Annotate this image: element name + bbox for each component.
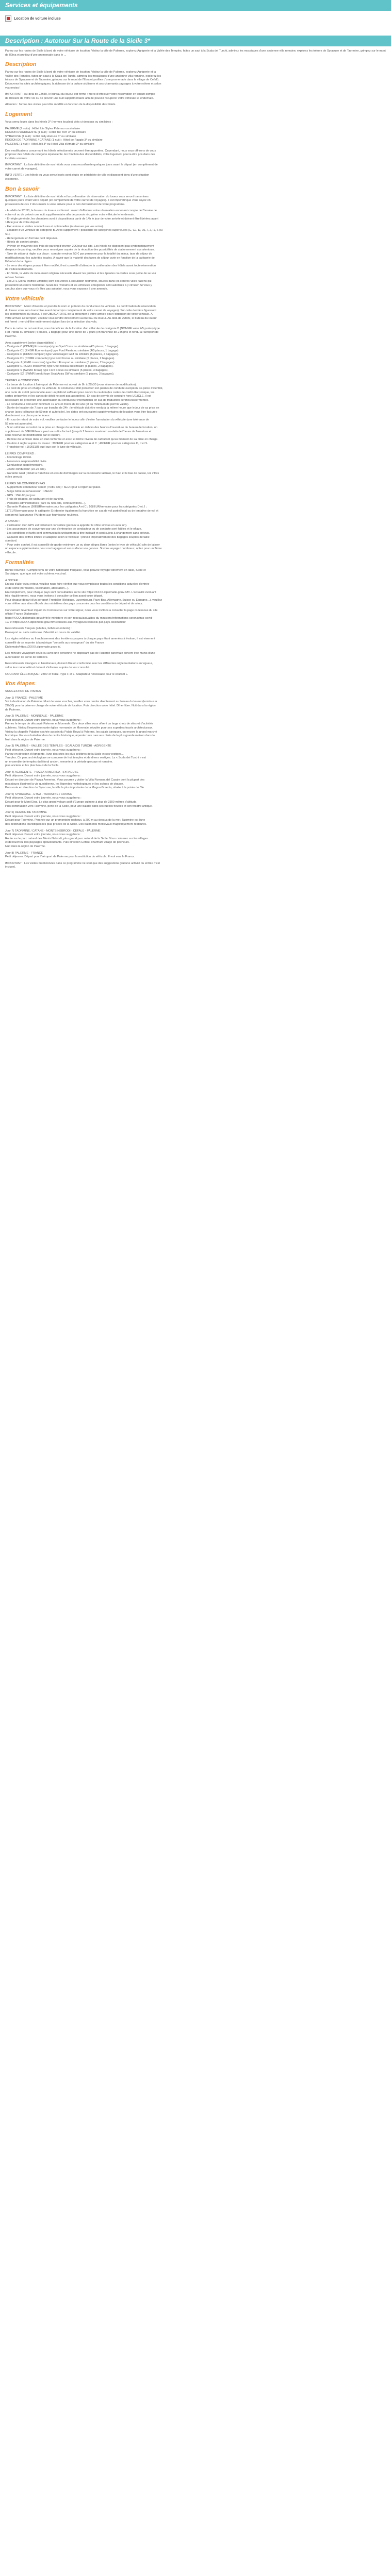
- section-line: l'hôtel et de la région.: [5, 260, 33, 264]
- section-line: les coordonnées du loueur. Il est OBLIGATOIRE de la présenter à votre arrivée pour l'obtention de votre véhicule. A: [5, 313, 153, 316]
- section-line: - Kilométrage illimité.: [5, 456, 32, 460]
- section-line: - Les ZTL (Zona Traffico Limitato) sont des zones à circulation restreinte, situées dans les centres-villes italiens qui: [5, 280, 152, 283]
- section-line: REGION D'AGRIGENTE (1 nuit) : Hôtel Tre Torri 3* ou similaire: [5, 131, 87, 134]
- section-line: - Catégorie I1 (IGMR crossover) type Opel Mokka ou similaire (5 places, 2 bagages).: [5, 365, 113, 368]
- section-line: et de sortie (formalités, vaccination, attestation...).: [5, 586, 69, 590]
- section-line: quelques jours avant votre départ (en complément de votre carnet de voyages). Il est impératif que vous soyez en: [5, 199, 151, 202]
- section-line: autorisation de sortie de territoire.: [5, 655, 48, 659]
- section-line: Avec supplément (selon disponibilités) :: [5, 341, 56, 345]
- section-line: - En règle générale, les chambres sont à disposition à partir de 14h le jour de votre arrivée et doivent être libérées avant: [5, 217, 158, 221]
- section-line: de l'horaire de votre vol ou de prévoir une nuit supplémentaire afin de pouvoir récupérer votre véhicule le lendemain.: [5, 96, 154, 100]
- section-line: - Catégorie D1 (CDMR compacte) type Ford Focus ou similaire (5 places, 2 bagages).: [5, 357, 115, 361]
- section-line: incluse).: [5, 866, 16, 869]
- section-line: PALERME (1 nuit) : Hôtel Joli 3* ou Hôtel Villa d'Amato 3* ou similaire: [5, 142, 94, 146]
- section-line: et les pneus).: [5, 476, 23, 479]
- section-line: - Catégorie S (SWMR break) type Ford Focus ou similaire (5 places, 3 bagages).: [5, 368, 109, 372]
- section-line: véhicule.: [5, 551, 17, 554]
- section-line: PALERME (2 nuits) : Hôtel Ibis Styles Palermo ou similaire: [5, 127, 80, 130]
- section-line: localités voisines.: [5, 157, 28, 160]
- section-line: modification par les autorités locales. A savoir que la majorité des taxes de séjour varie en fonction de la catégorie de: [5, 256, 155, 260]
- section-line: possèdent un centre historique. Seuls les riverains et les véhicules enregistrés sont autorisés à y circuler. Si vous y: [5, 283, 152, 287]
- section-title: Formalités: [5, 559, 34, 566]
- section-line: une carte de crédit personnelle avec un plafond suffisant pour couvrir la caution (les cartes de crédit électronique, les: [5, 391, 155, 394]
- page: [0, 0, 391, 870]
- section-line: En cas d'aller et/ou retour, veuillez nous faire vérifier que vous remplissez toutes les conditions actuelles d'entrée: [5, 583, 150, 586]
- section-line: Jour 2) PALERME - MONREALE - PALERME: [5, 715, 63, 718]
- section-line: votre carnet de voyages).: [5, 167, 38, 171]
- section-line: possession de ces 2 documents à votre arrivée pour le bon déroulement de votre programme.: [5, 202, 125, 206]
- section-line: Puis continuation vers Taormine, perle de la Sicile, pour une balade dans ses ruelles fleuries et son théâtre antique.: [5, 804, 153, 808]
- section-line: - Pénalités administratives (parc ou non-dits, contraventions...).: [5, 501, 86, 505]
- section-line: Route sur le parc naturel des Monts Nebrodi, plus grand parc naturel de la Sicile. Vous croiserez sur les villages: [5, 837, 148, 840]
- section-line: Jour 6) REGION DE TAORMINE: [5, 811, 47, 815]
- section-line: Des modifications concernant les hôtels sélectionnés peuvent être apportées. Cependant, nous vous offrirons de vous: [5, 149, 156, 152]
- section-line: - Supplément conducteur senior (70/80 ans) : 6EUR/jour à régler sur place.: [5, 486, 101, 489]
- section-line: - Hébergement en formule petit déjeuner.: [5, 236, 58, 240]
- section-line: - Les assurances de couverture par une d'entreprise de conducteur ou de conduite sont faibles et le oflage.: [5, 528, 142, 531]
- section-line: REGION DE TAORMINE / CATANE (1 nuit) : Hôtel de Paggio 3* ou similaire: [5, 139, 103, 142]
- section-line: - Catégorie C1 (EHGR Economique) type Ford Fiesta ou similaire (4/5 places, 1 bagage).: [5, 349, 120, 352]
- section-line: IMPORTANT : La liste définitive de vos hôtels vous sera reconfirmée quelques jours avant le départ (en complément de: [5, 163, 158, 167]
- section-line: de visites/restaurants.: [5, 268, 34, 272]
- section-line: 22h30) pour la prise en charge de votre véhicule de location. Puis direction votre hôtel. Dîner libre. Nuit dans la région: [5, 704, 156, 707]
- section-line: Partez en direction d'Agrigente, l'une des cités les plus célèbres de la Sicile et ses vestiges...: [5, 752, 124, 756]
- section-line: - Le conducteur doit avoir minimum 19 ans et moins de 80 ans (et au minimum de permis valide).: [5, 402, 129, 406]
- section-line: - Caution à régler auprès du loueur : 300EUR pour les catégories A et C ; 400EUR pour les catégories D, J et S.: [5, 442, 149, 445]
- section-line: Petit déjeuner. Durant votre journée, nous vous suggérons :: [5, 748, 82, 752]
- section-line: - Excursions et visites non incluses et optionnelles (à réserver par vos soins).: [5, 225, 104, 228]
- section-line: Sardaigne, quel que soit votre schéma vaccinal.: [5, 572, 67, 576]
- section-line: Nuit dans la région de Palerme.: [5, 738, 46, 741]
- section-line: - Le coût de prise en charge du véhicule, le conducteur doit présenter son permis de conduire européen, sa pièce d'identité,: [5, 387, 164, 391]
- section-line: Concernant l'éventuel impact du Coronavirus sur votre séjour, nous vous invitons à consulter la page ci-dessous du site: [5, 608, 158, 612]
- section-line: selon leur nationalité et doivent s'informer auprès de leur consulat.: [5, 666, 90, 669]
- section-line: Dans le cadre de cet autotour, vous bénéficiez de la location d'un véhicule de catégorie B (NOMME voire 4/5 portes) type: [5, 327, 160, 330]
- section-line: un ensemble de temples du littoral ancien, remonte à la période grecque et romaine.: [5, 760, 113, 764]
- section-line: Visitez la chapelle Palatine cachée au sein du Palais Royal à Palerme, les palais baroques, ou encore la grand marché: [5, 730, 157, 734]
- section-line: A SAVOIR :: [5, 520, 20, 523]
- section-line: Petit déjeuner. Durant votre journée, nous vous suggérons :: [5, 718, 82, 722]
- section-line: En complément, pour chaque pays sont consultables sur le site https://XXXX.diplomatie.gouv.fr/fr/. L'actualité évoluant: [5, 590, 156, 594]
- section-line: plus anciens et les plus beaux de la Sicile.: [5, 764, 59, 768]
- section-line: et découvrirez des paysages époustouflants. Puis direction Cefalù, charmant village de pêcheurs.: [5, 841, 130, 844]
- section-line: votre vol ou de prévoir une nuit supplémentaire afin de pouvoir récupérer votre véhicule le lendemain.: [5, 213, 135, 217]
- section-line: - Frais de péages, de carburant et de parking.: [5, 498, 64, 501]
- section-line: SYRACUSE (1 nuit) : Hôtel Jolly Aretusa 3* ou similaire: [5, 134, 76, 138]
- section-line: 59 min est autorisée).: [5, 422, 33, 426]
- section-line: - Prévoir en moyenne des frais de parking d'environ 20€/jour sur site. Les hôtels ne disposent pas systématiquement: [5, 244, 154, 248]
- section-line: du loueur vous sera transmise avant départ (en complément de votre carnet de voyages). Sur cette dernière figureront: [5, 309, 156, 312]
- section-line: Pour chaque départ d'un aéroport Frontalier (Belgique, Luxembourg, Pays-Bas, Allemagne, Suisse ou Espagne...), veuillez: [5, 598, 162, 602]
- section-line: - Garantie Platinum (99EUR/semaine pour les catégories A et C ; 108EUR/semaine pour les catégories D et J ;: [5, 505, 147, 509]
- section-line: - Les conditions et tarifs sont communiqués uniquement à titre indicatif et sont sujets à changement sans préavis.: [5, 531, 150, 535]
- section-line: Vol à destination de Palerme. Muni de votre voucher, veuillez vous rendre directement au bureau du loueur (terminus à: [5, 700, 157, 704]
- section-line: Petit déjeuner. Départ pour l'aéroport de Palerme pour la restitution du véhicule. Envol vers la France.: [5, 855, 135, 859]
- section-line: - Hôtels de confort simple.: [5, 241, 39, 244]
- section-line: Prenez le temps de découvrir Palerme et Monreale. Ces deux villes vous offrent un large choix de sites et d'activités: [5, 722, 154, 726]
- section-line: - Au-delà de 22h30, le bureau du loueur est fermé : merci d'effectuer votre réservation en tenant compte de l'horaire de: [5, 209, 157, 213]
- section-line: - Siège bébé ou rehausseur : 15EUR.: [5, 490, 54, 494]
- section-line: charge (avec tolérance de 59 min et autorisée), les dates ont pourraient supplémentaires de location vous être facturée: [5, 410, 157, 414]
- section-line: conseillé de se reporter à la rubrique "conseils aux voyageurs" du site France: [5, 641, 104, 645]
- service-item: [0, 11, 391, 26]
- section-line: Départ pour Taormine. Perchée sur un promontoire rocheux, à 200 m au-dessus de la mer, Taormine est l'une: [5, 819, 145, 822]
- section-line: - Taxe de séjour à régler sur place : compter environ 2/3 € par personne pour la totalité du séjour, taxe de séjour de: [5, 252, 152, 256]
- section-line: Jour 3) PALERME - VALLÉE DES TEMPLES - SCALA DEI TURCHI - AGRIGENTE: [5, 744, 111, 748]
- section-line: Temples. Ce parc archéologique se compose de huit temples et de divers vestiges. La « Scala dei Turchi » est: [5, 756, 146, 760]
- section-line: - En Sicile, la visite de monument religieux nécessite d'avoir les jambes et les épaules couvertes sous peine de se voir: [5, 272, 156, 275]
- section-line: comprend l'assurance PAI demi aux fournisseur roulières.: [5, 513, 79, 517]
- section-line: INFO VERTE : Les hôtels ou vous serez logés sont situés en périphérie de ville et disposent donc d'une situation: [5, 174, 150, 177]
- section-line: A NOTER :: [5, 579, 20, 582]
- section-line: Jour 5) SYRACUSE - ETNA - TAORMINE / CATANE: [5, 792, 72, 796]
- services-banner: Services et équipements: [0, 0, 391, 11]
- section-line: Départ en direction de Piazza Armerina. Vous pourrez y visiter la Villa Romana del Casale dont la plupart des: [5, 778, 145, 782]
- section-line: - GPS : 15EUR par jour.: [5, 494, 36, 497]
- section-line: Ressortissants français (adultes, bébés et enfants) :: [5, 627, 72, 631]
- section-line: Nuit dans la région de Palerme.: [5, 844, 46, 848]
- section-line: Attention : l'ordre des visites peut être modifié en fonction de la disponibilité des hôtels.: [5, 103, 116, 107]
- section-line: très régulièrement, nous vous invitons à consulter ce lien avant votre départ.: [5, 595, 103, 598]
- section-line: d'espace de parking, veuillez vous renseigner auprès de la réception des possibilités de stationnement aux alentours.: [5, 248, 155, 252]
- section-line: S1).: [5, 233, 11, 236]
- section-line: - Durée de location de 7 jours par tranche de 24h : le véhicule doit être rendu à la même heure que le jour de sa prise en: [5, 406, 159, 410]
- section-line: Fiat Panda ou similaire (4 places, 1 bagage) pour une durée de 7 jours (en franchise de 24h pris et rendu à l'aéroport de: [5, 331, 159, 334]
- section-line: COURANT ÉLECTRIQUE : 230V et 50Hz. Type F et L. Adaptateur nécessaire pour le courant L.: [5, 672, 128, 676]
- section-line: Vallée des Temples, faites un saut à la Scala dei Turchi, admirez les mosaïques d'une ancienne villa romaine, explorez les: [5, 74, 161, 78]
- section-line: IMPORTANT : Au-delà de 22h30, le bureau du loueur est fermé : merci d'effectuer votre réservation en tenant compte: [5, 93, 155, 96]
- section-title: Votre véhicule: [5, 295, 44, 302]
- section-line: - Le sens des étapes pouvant être modifié, il est conseillé d'attendre la confirmation des hôtels avant toute réservation: [5, 264, 156, 267]
- section-line: 117EUR/semaine pour le catégorie S) (dernier également la franchise en cas de vol partiel/total ou de tentative de vol et: [5, 510, 158, 513]
- section-line: - Si un véhicule est retiré ou la prise en charge du véhicule en dehors des heures d'ouverture du bureau de location, un: [5, 426, 157, 430]
- section-line: - Remise du véhicule dans un état conforme et avec le même niveau de carburant qu'au moment de sa prise en charge.: [5, 437, 158, 441]
- section-line: votre arrivée à l'aéroport, veuillez vous rendre directement au bureau du loueur. Au-delà de 22h30, le bureau du loueur: [5, 316, 157, 320]
- section-title: Bon à savoir: [5, 185, 40, 192]
- section-line: Jour 4) AGRIGENTE - PIAZZA ARMERINA - SYRACUSE: [5, 770, 79, 774]
- section-line: - Franchise vol : 1600EUR quel que soit le type de véhicule.: [5, 446, 82, 449]
- section-line: historique. En vous baladant dans le centre historique, arpentez ses rues aux côtés de la plus grande maison dans la: [5, 734, 155, 738]
- section-title: Vos étapes: [5, 681, 35, 687]
- section-line: - Pour votre confort, il est conseillé de garder minimum un ou deux sièges libres (selon le type de véhicule) afin de laisser: [5, 543, 160, 547]
- section-line: Découvrez les cités archéologiques, la richesse de la culture sicilienne et ses charmants paysages à votre rythme et selon: [5, 82, 161, 86]
- section-line: de Palerme.: [5, 708, 21, 711]
- section-line: Puis route en direction de Syracuse, la ville la plus importante de la Magna Graecia, située à la pointe de l'île.: [5, 786, 145, 790]
- section-line: est fermé : merci d'être entièrement vigilant lors de la sélection des vols.: [5, 320, 97, 324]
- section-line: https://XXXX.diplomatie.gouv.fr/fr/le-ministere-et-son-reseau/actualites-du-ministere/informations-coronavirus-covid-: [5, 617, 153, 620]
- section-line: directement sur place par le loueur.: [5, 414, 51, 418]
- section-line: - Catégorie S2 (SWMR break) type Seat Astra SW ou similaire (5 places, 3 bagages).: [5, 372, 115, 376]
- section-line: IMPORTANT : Merci d'inscrire et prendre le nom et prénom du conducteur du véhicule. La confirmation de réservation: [5, 304, 156, 308]
- section-line: officiel France Diplomatie :: [5, 613, 39, 616]
- section-line: Partez sur les routes de Sicile à bord de votre véhicule de location. Visitez la ville de Palerme, explorez Agrigente et la: [5, 71, 156, 74]
- section-line: Passeport ou carte nationale d'identité en cours de validité.: [5, 631, 81, 634]
- intro-paragraph: Partez sur les routes de Sicile à bord de votre véhicule de location. Visitez la ville de Palerme, explorez Agrigente et la Vallée des Temples, faites un saut à la Scala dei Turchi, admirez les mosaïques d'une ancienne villa romaine, explorez les trésors de Syracuse et de Taormine, grimpez sur le mont de l'Etna et profitez d'une promenade dans le ...: [5, 49, 386, 57]
- section-line: excentrée.: [5, 178, 19, 181]
- section-line: Départ pour le Mont Etna. Le plus grand volcan actif d'Europe culmine à plus de 3300 mètres d'altitude.: [5, 801, 137, 804]
- section-line: Jour 8) PALERME - FRANCE: [5, 851, 43, 855]
- section-line: vous référer aux sites officiels des ministères des pays concernés pour les conditions de départ et de retour.: [5, 602, 143, 606]
- section-line: Ressortissants étrangers et binationaux, doivent être en conformité avec les différentes réglementations en vigueur,: [5, 662, 153, 666]
- section-line: Petit déjeuner. Durant votre journée, nous vous suggérons :: [5, 815, 82, 818]
- section-line: circulez alors que vous n'y êtes pas autorisé, vous vous exposez à une amende.: [5, 287, 108, 291]
- section-line: Diplomatie/https://XXXX.diplomatie.gouv.fr/.: [5, 645, 61, 649]
- section-line: trésors de Syracuse et de Taormine, grimpez sur le mont de l'Etna et profitez d'une promenade dans le village de Cefalù.: [5, 78, 159, 82]
- section-line: SUGGESTION DE VISITES: [5, 690, 41, 693]
- section-line: - Jeune conducteur (19-25 ans).: [5, 468, 46, 471]
- section-line: Les mineurs voyageant seuls ou avec une personne ne disposant pas de l'autorité parentale doivent être munis d'une: [5, 652, 155, 655]
- section-line: - Catégorie C (CDMR) Economique) type Opel Corsa ou similaire (4/5 places, 1 bagage).: [5, 345, 119, 349]
- section-line: cartes prépayées et les cartes de débit ne sont pas acceptées). En cas de permis de conduire hors UE/ICLE, il est: [5, 395, 151, 398]
- section-line: Bonne nouvelle : Compte tenu de votre nationalité française, vous pouvez voyager librement en Italie, Sicile et: [5, 568, 146, 572]
- section-line: Vous serez logés dans les hôtels 3* (normes locales) cités ci-dessous ou similaires :: [5, 120, 113, 124]
- section-line: Palerme.: [5, 335, 17, 338]
- section-line: 19/ et https://XXXX.diplomatie.gouv.fr/fr/conseils-aux-voyageurs/conseils-par-pays-destination/: [5, 620, 126, 624]
- section-line: - Catégorie D (CDMR compact) type Volkswagen Golf ou similaire (5 places, 2 bagages).: [5, 353, 119, 357]
- section-line: TERMES & CONDITIONS :: [5, 379, 41, 382]
- section-line: Jour 1) FRANCE - PALERME: [5, 696, 43, 700]
- section-line: LE PRIX COMPREND :: [5, 452, 36, 455]
- section-line: Petit déjeuner. Durant votre journée, nous vous suggérons :: [5, 833, 82, 837]
- section-line: - Capacité des coffres limitée et adaptée selon le véhicule : prévoir impérativement des bagages souples de taille: [5, 535, 150, 539]
- description-banner: Description : Autotour Sur la Route de la Sicile 3*: [0, 36, 391, 46]
- section-line: Petit déjeuner. Durant votre journée, nous vous suggérons :: [5, 796, 82, 800]
- section-line: des destinations touristiques les plus prisées de la Sicile. Des bâtiments médiévaux magnifiquement restaurés.: [5, 823, 147, 826]
- section-line: mosaïques illustrent la vie quotidienne, les légendes mythologiques et les scènes de chasse.: [5, 782, 124, 786]
- section-title: Description: [5, 61, 37, 68]
- section-line: un espace supplémentaire pour vos bagages et son surfacer vos genoux. Si vous voyagez nombreux, optez pour un 2ème: [5, 547, 162, 551]
- description-content: [0, 46, 391, 870]
- section-line: nécessaire de présenter une autorisation du conducteur international en sus de traduction certifiée/assermentée.: [5, 398, 149, 402]
- section-line: standard.: [5, 539, 18, 543]
- section-title: Logement: [5, 111, 32, 117]
- section-line: sublimes. Visitez l'impressionnante église normande de Monreale, réputée pour ses superbes tracés architecturaux.: [5, 726, 153, 730]
- section-line: - La tenue de location à l'aéroport de Palerme est ouvert de 8h à 22h30 (vous réserve de modification).: [5, 383, 137, 386]
- service-item-label: Location de voiture incluse: [14, 16, 61, 21]
- section-line: 11h le jour de votre départ.: [5, 221, 40, 225]
- section-line: refuser l'entrée.: [5, 276, 25, 279]
- section-line: IMPORTANT : La liste définitive de vos hôtels et la confirmation de réservation du loueur vous seront transmises: [5, 195, 149, 198]
- car-rental-icon: [5, 15, 11, 22]
- section-line: Les règles relatives au franchissement des frontières propres à chaque pays étant amenées à évoluer, il est vivement: [5, 637, 155, 641]
- section-line: Jour 7) TAORMINE / CATANE - MONTS NEBRODI - CEFALÙ - PALERME: [5, 829, 101, 833]
- section-line: - L'utilisation d'un GPS est fortement conseillée (pensez à apporter le vôtre si vous en avez un).: [5, 523, 127, 527]
- section-line: - En cas de retard de votre vol, veuillez contacter le loueur afin d'éviter l'annulation du véhicule (une tolérance de: [5, 418, 149, 421]
- section-line: Petit déjeuner. Durant votre journée, nous vous suggérons :: [5, 774, 82, 778]
- section-line: - Garantie Gold (réduit la franchise en cas de dommages sur la carrosserie latérale, le haut et le bas de caisse, les vitres: [5, 471, 159, 475]
- section-line: - Location d'un véhicule de catégorie B. Avec supplément : possibilité de catégories supérieures (C, C1, D, D1, I, J, I1, S ou: [5, 229, 163, 232]
- section-line: sous réserve de modification par le loueur).: [5, 434, 61, 437]
- section-line: IMPORTANT : Les visites mentionnées dans ce programme ne sont que des suggestions (aucune activité ou entrée n'est: [5, 861, 160, 865]
- section-line: - Catégorie J (IGMR crossover) type Ford Ecosport ou similaire (5 places, 2 bagages).: [5, 361, 116, 364]
- section-line: vos envies !: [5, 86, 21, 90]
- section-line: supplément de 50EUR/heure peut vous être facturé (jusqu'à 2 heures maximum au-delà de l'heure de fermeture et: [5, 430, 152, 433]
- section-line: LE PRIX NE COMPREND PAS :: [5, 482, 47, 485]
- section-line: - Conducteur supplémentaire.: [5, 464, 43, 467]
- section-line: - Assurance responsabilité civile.: [5, 460, 47, 463]
- section-line: proposer des hôtels de catégorie équivalente. En fonction des disponibilités, votre logement pourra être pris dans des: [5, 153, 155, 157]
